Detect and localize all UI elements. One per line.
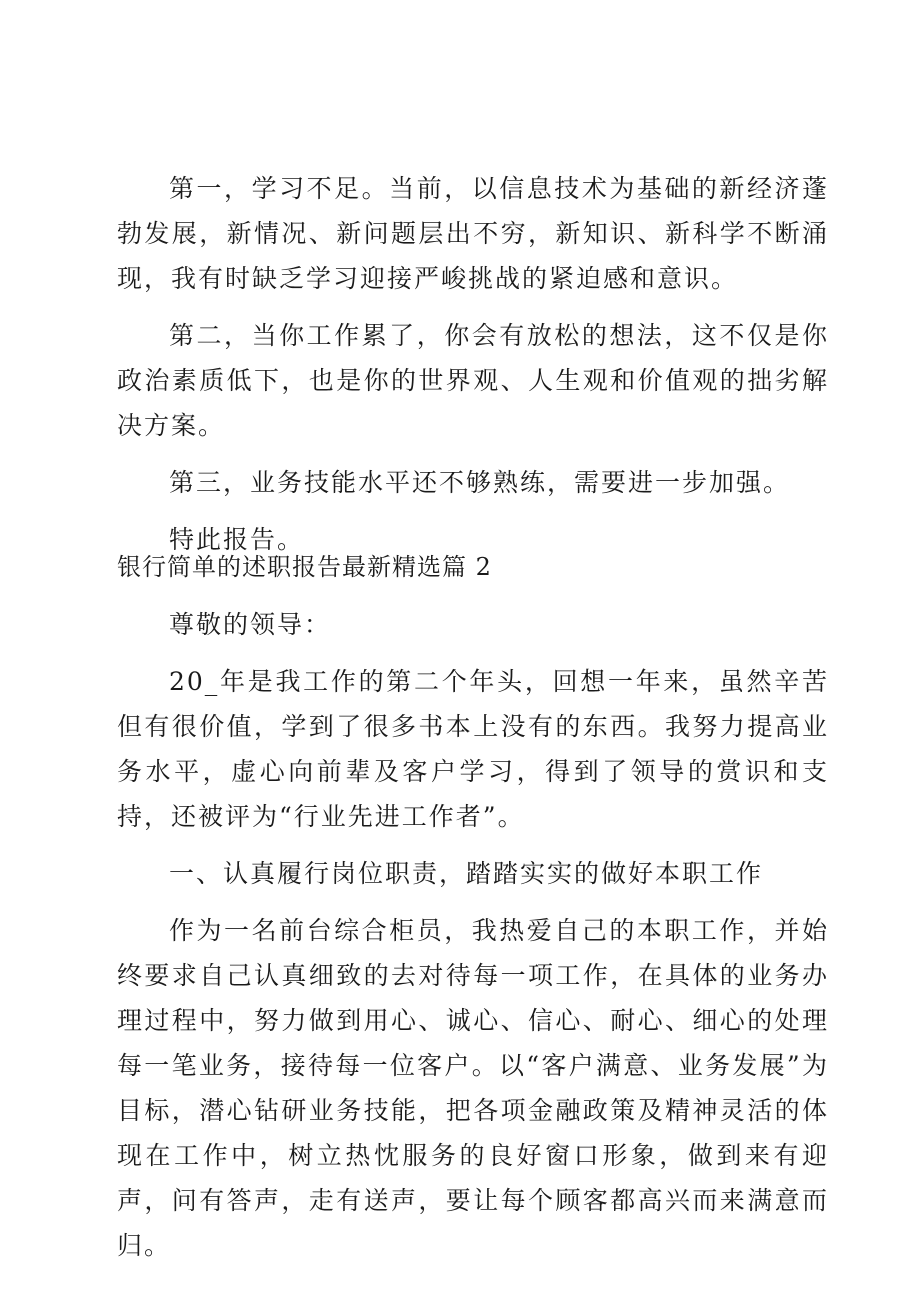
paragraph-closing: 特此报告。: [169, 525, 305, 554]
section-title: 银行简单的述职报告最新精选篇 2: [117, 553, 492, 581]
salutation: 尊敬的领导：: [169, 610, 332, 639]
subheading-duties: 一、认真履行岗位职责，踏踏实实的做好本职工作: [169, 859, 764, 888]
section-2: [117, 545, 829, 1268]
paragraph-duties: 作为一名前台综合柜员，我热爱自己的本职工作，并始终要求自己认真细致的去对待每一项工作，在具体的业务办理过程中，努力做到用心、诚心、信心、耐心、细心的处理每一笔业务，接待每一位客户。以“客户满意、业务发展”为目标，潜心钻研业务技能，把各项金融政策及精神灵活的体现在工作中，树立热忱服务的良好窗口形象，做到来有迎声，问有答声，走有送声，要让每个顾客都高兴而来满意而归。: [117, 916, 829, 1260]
section-1: [117, 166, 829, 562]
paragraph-skills: 第三，业务技能水平还不够熟练，需要进一步加强。: [169, 468, 791, 497]
paragraph-intro: 20_年是我工作的第二个年头，回想一年来，虽然辛苦但有很价值，学到了很多书本上没有的东西。我努力提高业务水平，虚心向前辈及客户学习，得到了领导的赏识和支持，还被评为“行业先进工作者”。: [117, 667, 829, 831]
paragraph-relaxation: 第二，当你工作累了，你会有放松的想法，这不仅是你政治素质低下，也是你的世界观、人生观和价值观的拙劣解决方案。: [117, 321, 829, 440]
paragraph-study-shortfall: 第一，学习不足。当前，以信息技术为基础的新经济蓬勃发展，新情况、新问题层出不穷，新知识、新科学不断涌现，我有时缺乏学习迎接严峻挑战的紧迫感和意识。: [117, 174, 829, 293]
